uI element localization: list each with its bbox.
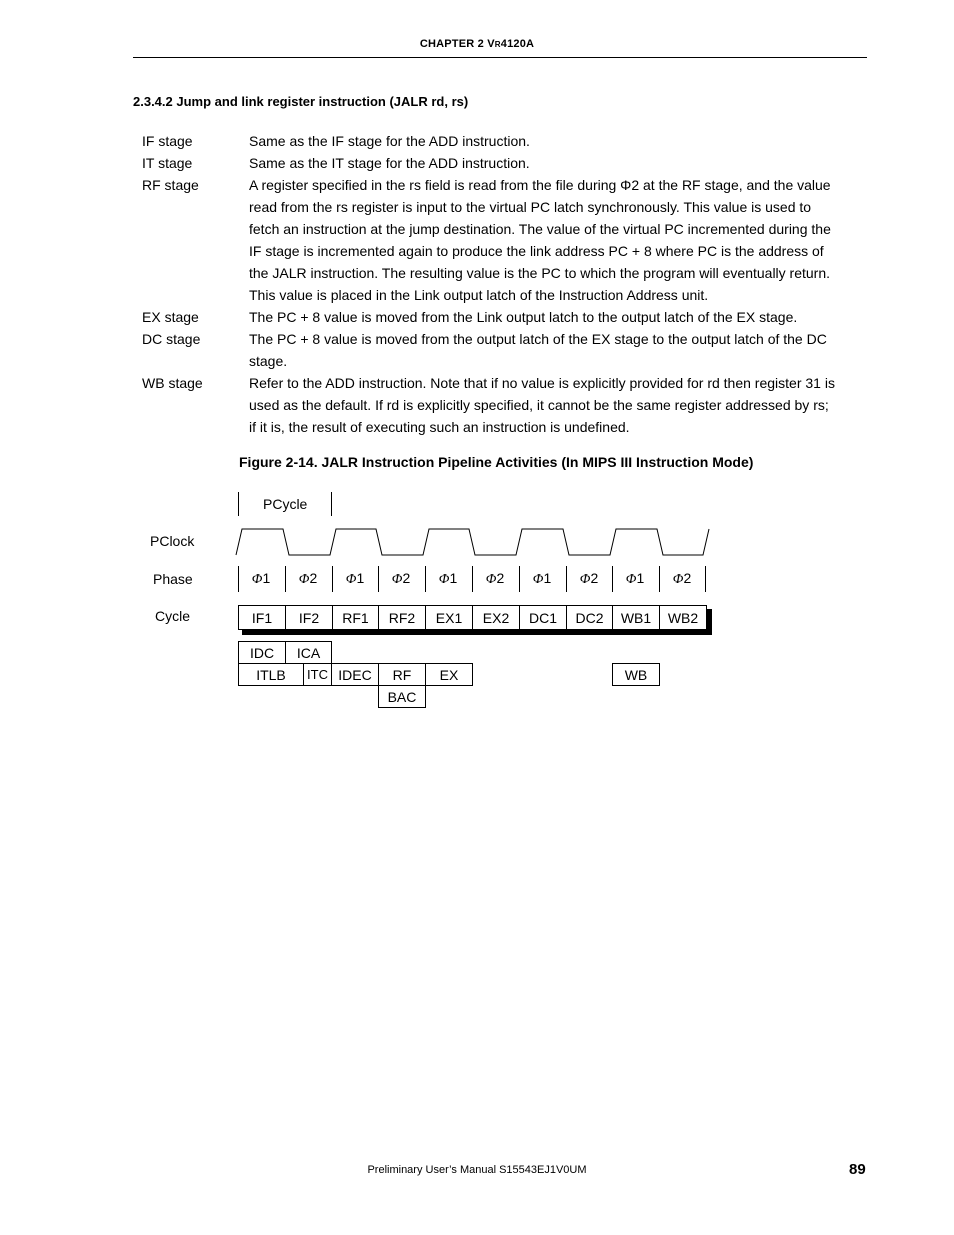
op-itc: ITC <box>303 663 332 686</box>
phi-symbol: Φ <box>251 572 263 587</box>
cycle-label: Cycle <box>155 608 191 624</box>
phase-cell <box>519 570 565 588</box>
stage-description-line: A register specified in the rs field is read from the file during Φ2 at the RF stage, and the value <box>249 177 831 193</box>
stage-label: IF stage <box>142 133 193 149</box>
cycle-cell: WB1 <box>612 605 660 630</box>
phase-number: 1 <box>636 570 645 586</box>
chapter-subscript: R <box>494 40 501 49</box>
phi-symbol: Φ <box>345 572 357 587</box>
stage-description-line: stage. <box>249 353 288 369</box>
pcycle-label: PCycle <box>263 496 308 512</box>
stage-label: IT stage <box>142 155 193 171</box>
pclock-waveform <box>230 524 716 560</box>
phase-cell <box>238 570 284 588</box>
section-title: 2.3.4.2 Jump and link register instruction (JALR rd, rs) <box>133 94 469 109</box>
op-itlb: ITLB <box>238 663 304 686</box>
phase-cell <box>332 570 378 588</box>
phase-number: 1 <box>356 570 365 586</box>
cycle-cell: EX1 <box>425 605 473 630</box>
cycle-cell: RF1 <box>332 605 379 630</box>
op-idc: IDC <box>238 641 286 665</box>
stage-description-line: if it is, the result of executing such an instruction is undefined. <box>249 419 630 435</box>
phase-number: 1 <box>262 570 271 586</box>
pcycle-right-tick <box>331 492 332 516</box>
phase-number: 2 <box>683 570 692 586</box>
phase-number: 2 <box>309 570 318 586</box>
phase-cell <box>285 570 331 588</box>
phase-cell <box>425 570 471 588</box>
stage-description-line: Refer to the ADD instruction. Note that if no value is explicitly provided for rd then register 31 is <box>249 375 835 391</box>
op-ica: ICA <box>285 641 332 665</box>
chapter-header <box>0 38 954 50</box>
phi-symbol: Φ <box>485 572 497 587</box>
header-rule <box>133 57 867 58</box>
page-number: 89 <box>849 1161 866 1178</box>
stage-description-line: This value is placed in the Link output latch of the Instruction Address unit. <box>249 287 709 303</box>
cycle-cell: IF1 <box>238 605 286 630</box>
stage-description-line: Same as the IT stage for the ADD instruction. <box>249 155 530 171</box>
stage-description-line: the JALR instruction. The resulting value is the PC to which the program will eventually return. <box>249 265 831 281</box>
cycle-cell: WB2 <box>659 605 707 630</box>
phase-number: 2 <box>590 570 599 586</box>
phi-symbol: Φ <box>298 572 310 587</box>
phi-symbol: Φ <box>438 572 450 587</box>
cycle-cell: DC1 <box>519 605 567 630</box>
op-ex: EX <box>425 663 473 686</box>
footer-manual: Preliminary User’s Manual S15543EJ1V0UM <box>367 1164 587 1176</box>
phi-symbol: Φ <box>532 572 544 587</box>
chapter-title: CHAPTER 2 V <box>419 38 495 50</box>
phi-symbol: Φ <box>579 572 591 587</box>
op-wb: WB <box>612 663 660 686</box>
op-rf: RF <box>378 663 426 686</box>
phase-cell <box>612 570 658 588</box>
phi-symbol: Φ <box>672 572 684 587</box>
phase-divider <box>705 566 706 592</box>
op-bac: BAC <box>378 685 426 708</box>
stage-description-line: fetch an instruction at the jump destination. The value of the virtual PC incremented during the <box>249 221 831 237</box>
phi-symbol: Φ <box>391 572 403 587</box>
stage-description-line: used as the default. If rd is explicitly specified, it cannot be the same register addressed by rs; <box>249 397 829 413</box>
pclock-label: PClock <box>150 533 195 549</box>
op-idec: IDEC <box>331 663 379 686</box>
phase-number: 1 <box>543 570 552 586</box>
stage-description-line: The PC + 8 value is moved from the output latch of the EX stage to the output latch of the DC <box>249 331 827 347</box>
phase-cell <box>659 570 705 588</box>
cycle-cell: IF2 <box>285 605 333 630</box>
cycle-cell: RF2 <box>378 605 426 630</box>
phase-cell <box>378 570 424 588</box>
cycle-cell: EX2 <box>472 605 520 630</box>
phase-number: 2 <box>402 570 411 586</box>
phi-symbol: Φ <box>625 572 637 587</box>
phase-number: 2 <box>496 570 505 586</box>
chapter-title-tail: 4120A <box>500 38 535 50</box>
phase-cell <box>472 570 518 588</box>
phase-cell <box>566 570 612 588</box>
stage-label: EX stage <box>142 309 199 325</box>
stage-description-line: Same as the IF stage for the ADD instruction. <box>249 133 530 149</box>
stage-label: DC stage <box>142 331 201 347</box>
stage-description-line: The PC + 8 value is moved from the Link output latch to the output latch of the EX stage. <box>249 309 798 325</box>
stage-label: RF stage <box>142 177 199 193</box>
phase-label: Phase <box>153 571 193 587</box>
stage-label: WB stage <box>142 375 203 391</box>
cycle-cell: DC2 <box>566 605 613 630</box>
figure-title: Figure 2-14. JALR Instruction Pipeline Activities (In MIPS III Instruction Mode) <box>239 454 754 470</box>
stage-description-line: read from the rs register is input to the virtual PC latch synchronously. This value is used to <box>249 199 812 215</box>
phase-number: 1 <box>449 570 458 586</box>
pcycle-left-tick <box>238 492 239 516</box>
stage-description-line: IF stage is incremented again to produce the link address PC + 8 where PC is the address of <box>249 243 824 259</box>
